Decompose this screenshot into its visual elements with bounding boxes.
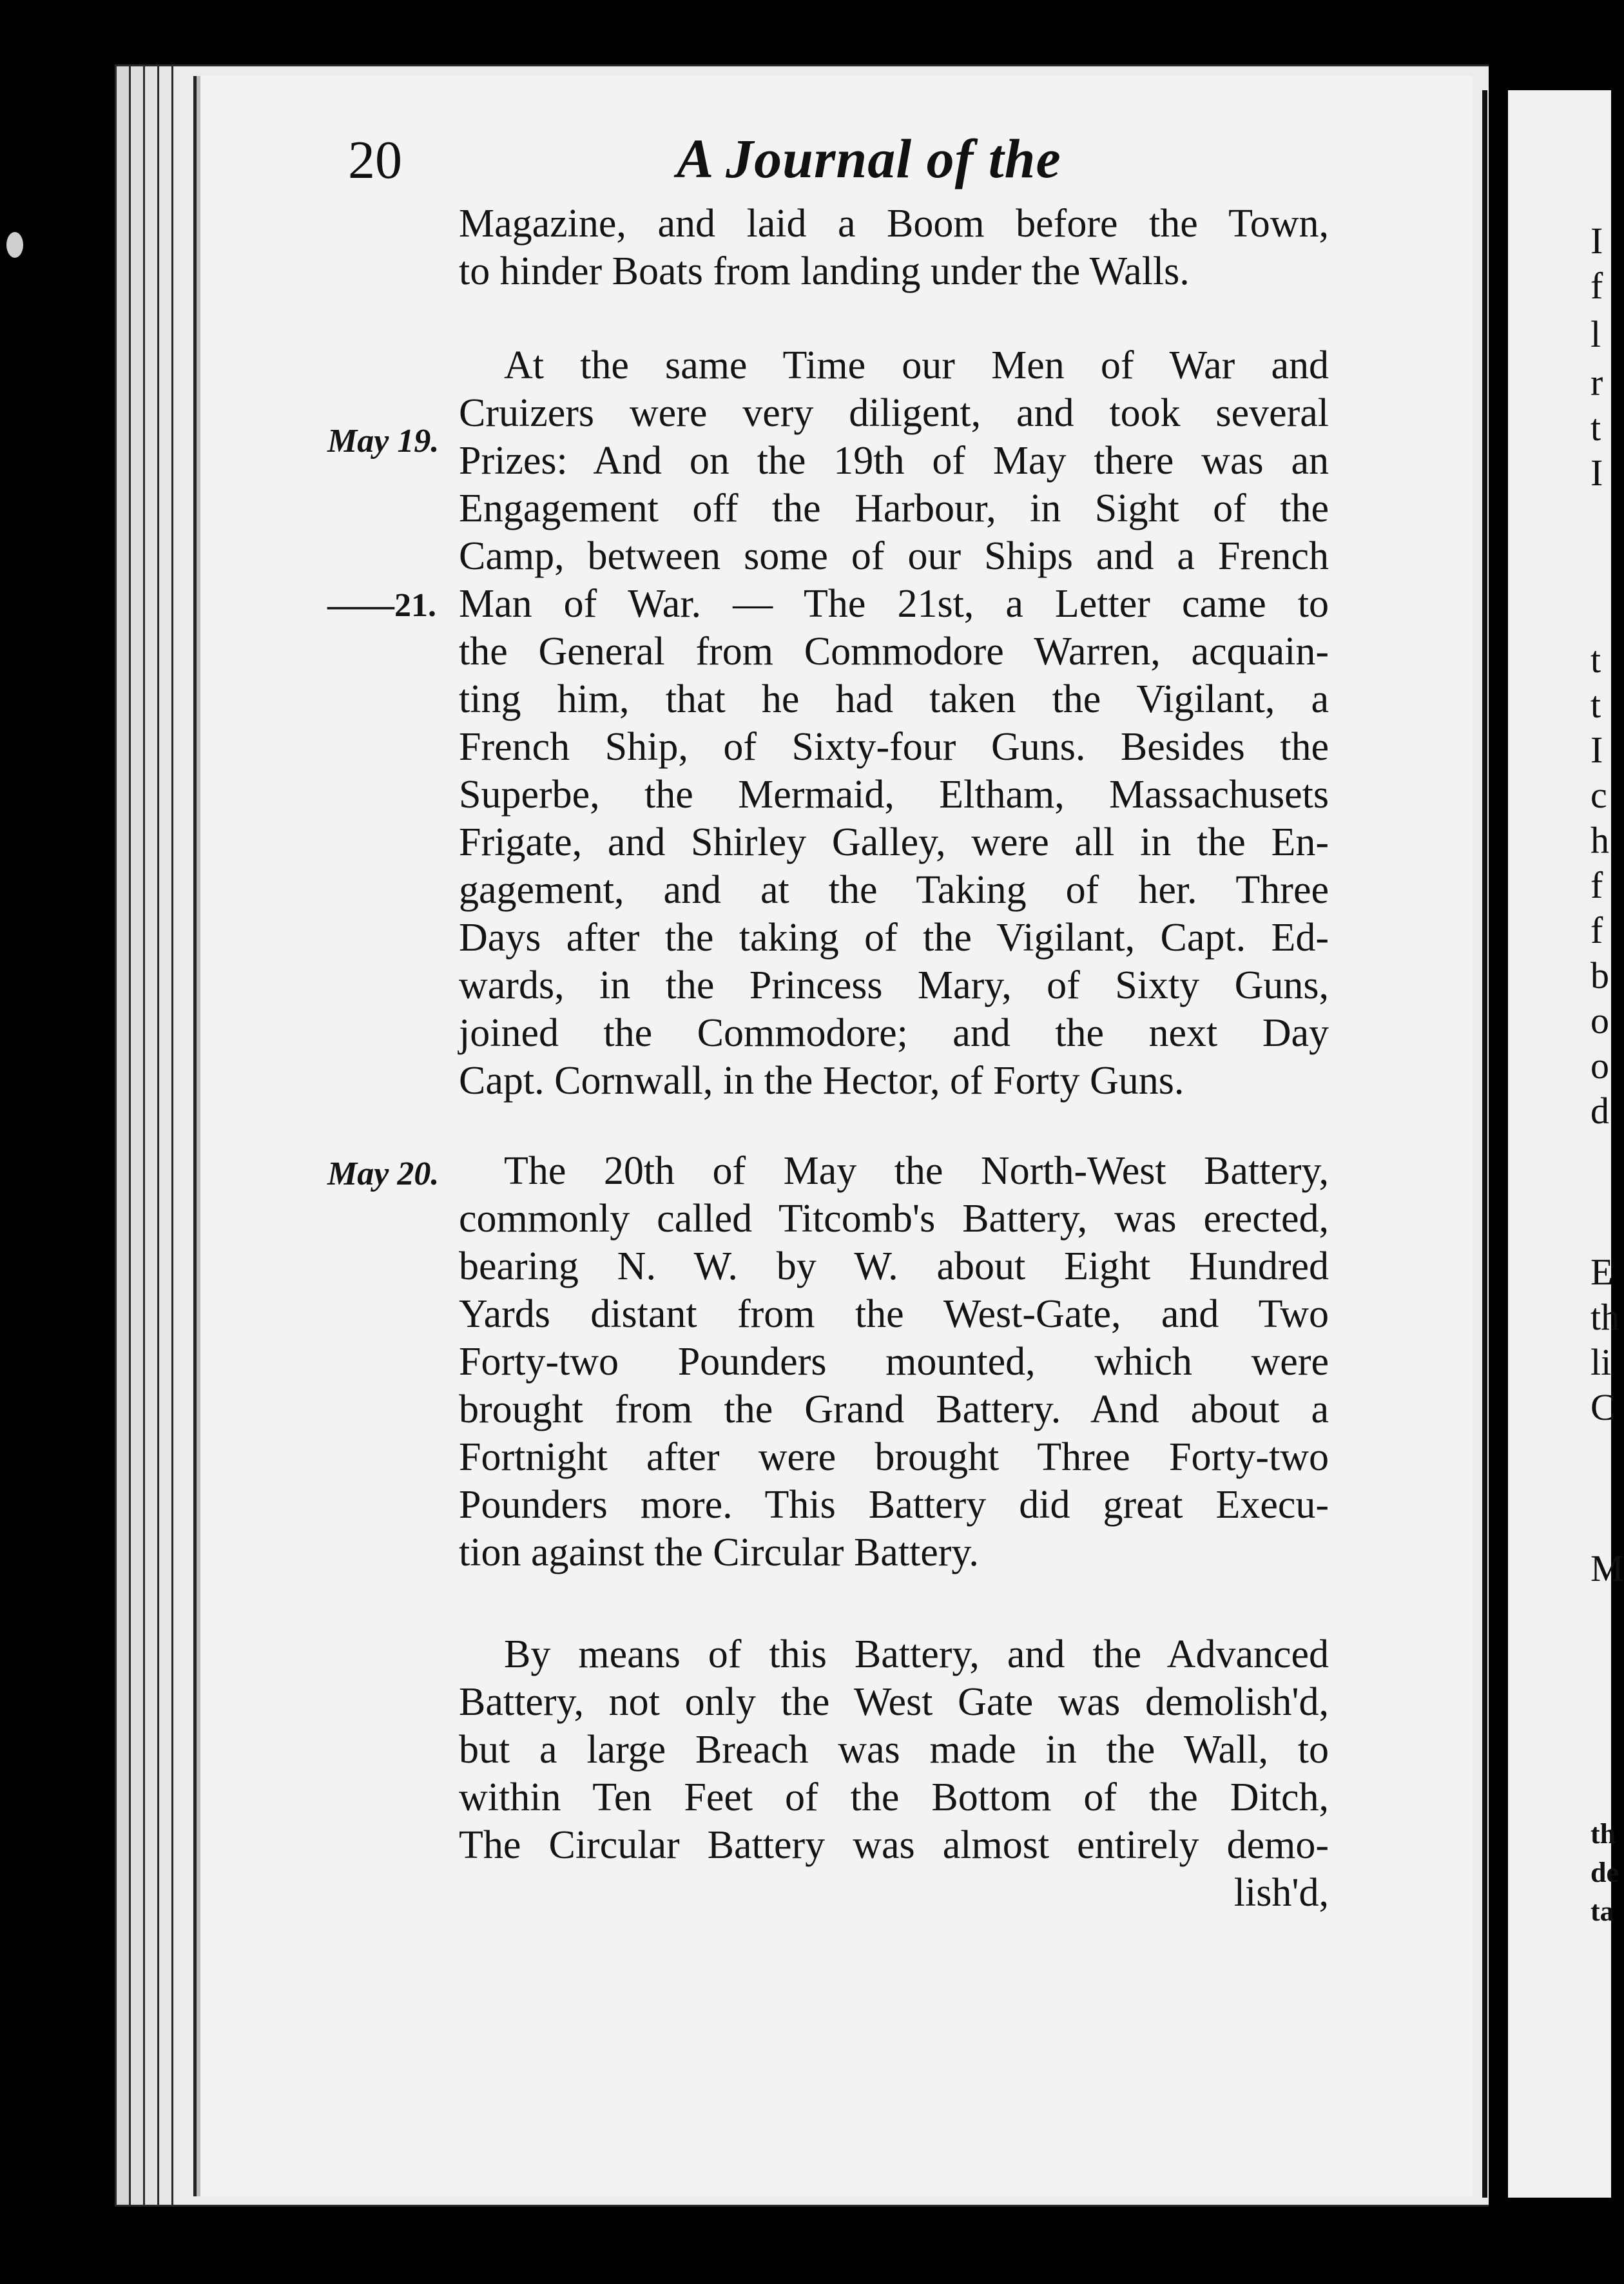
facing-page-fragment: M <box>1590 1547 1624 1589</box>
text-line: commonly called Titcomb's Battery, was erected, <box>459 1197 1329 1241</box>
facing-page-fragment: l <box>1590 313 1601 355</box>
paragraph-4 <box>459 1631 1329 1917</box>
facing-page-fragment: t <box>1590 407 1601 449</box>
text-line: Camp, between some of our Ships and a French <box>459 534 1329 578</box>
facing-page-fragment: t <box>1590 684 1601 726</box>
facing-page-fragment: t <box>1590 639 1601 681</box>
text-line: Engagement off the Harbour, in Sight of the <box>459 487 1329 530</box>
facing-page-fragment: th <box>1590 1296 1620 1338</box>
facing-page-fragment: th <box>1590 1818 1616 1850</box>
text-line: bearing N. W. by W. about Eight Hundred <box>459 1244 1329 1288</box>
text-line: within Ten Feet of the Bottom of the Ditch, <box>459 1776 1329 1819</box>
text-line: The Circular Battery was almost entirely demo- <box>459 1823 1329 1867</box>
facing-page-fragment: I <box>1590 452 1603 494</box>
text-line: Capt. Cornwall, in the Hector, of Forty Guns. <box>459 1059 1184 1103</box>
text-line: Forty-two Pounders mounted, which were <box>459 1340 1329 1384</box>
text-line: ting him, that he had taken the Vigilant, a <box>459 677 1329 721</box>
text-line: French Ship, of Sixty-four Guns. Besides the <box>459 725 1329 769</box>
text-line: Frigate, and Shirley Galley, were all in the En- <box>459 820 1329 864</box>
margin-note-may-19: May 19. <box>327 423 440 460</box>
facing-page-fragment: I <box>1590 220 1603 262</box>
facing-page-fragment: h <box>1590 819 1609 861</box>
running-title: A Journal of the <box>677 128 1061 189</box>
text-line: Battery, not only the West Gate was demolish'd, <box>459 1680 1329 1724</box>
text-line: Pounders more. This Battery did great Execu- <box>459 1483 1329 1527</box>
text-line: At the same Time our Men of War and <box>504 344 1329 387</box>
text-line: wards, in the Princess Mary, of Sixty Guns, <box>459 963 1329 1007</box>
text-line: brought from the Grand Battery. And about a <box>459 1388 1329 1431</box>
text-line: Cruizers were very diligent, and took several <box>459 391 1329 435</box>
facing-page-fragment: o <box>1590 1000 1609 1041</box>
scan-speck <box>6 232 23 258</box>
facing-page-fragment: f <box>1590 265 1603 307</box>
text-line: The 20th of May the North-West Battery, <box>504 1149 1329 1193</box>
facing-page-fragment: E <box>1590 1251 1614 1293</box>
paragraph-2 <box>459 342 1329 1105</box>
facing-page-fragment: d <box>1590 1090 1609 1132</box>
text-line: Magazine, and laid a Boom before the Town, <box>459 202 1329 246</box>
facing-page-fragment: f <box>1590 864 1603 906</box>
text-line: lish'd, <box>1233 1871 1329 1915</box>
facing-page-fragment: ta <box>1590 1895 1614 1927</box>
facing-page-fragment: f <box>1590 909 1603 951</box>
text-line: Superbe, the Mermaid, Eltham, Massachusets <box>459 773 1329 817</box>
facing-page-fragment: C <box>1590 1386 1616 1428</box>
text-line: to hinder Boats from landing under the Walls. <box>459 249 1190 293</box>
margin-note-may-20: May 20. <box>327 1156 440 1192</box>
facing-page-fragment: r <box>1590 362 1603 403</box>
text-line: tion against the Circular Battery. <box>459 1531 979 1574</box>
text-line: joined the Commodore; and the next Day <box>459 1011 1329 1055</box>
text-line: By means of this Battery, and the Advanced <box>504 1632 1329 1676</box>
facing-page-fragment: b <box>1590 954 1609 996</box>
text-line: but a large Breach was made in the Wall, to <box>459 1728 1329 1772</box>
book-gutter <box>1489 0 1508 2284</box>
facing-page-fragment: I <box>1590 729 1603 771</box>
text-line: Prizes: And on the 19th of May there was an <box>459 439 1329 483</box>
page-header <box>348 129 1315 200</box>
text-line: Yards distant from the West-Gate, and Two <box>459 1292 1329 1336</box>
facing-page-fragment: li <box>1590 1341 1612 1383</box>
page-number: 20 <box>348 130 402 190</box>
text-line: gagement, and at the Taking of her. Three <box>459 868 1329 912</box>
text-line: Man of War. — The 21st, a Letter came to <box>459 582 1329 626</box>
facing-page-fragment: o <box>1590 1045 1609 1087</box>
text-line: Days after the taking of the Vigilant, Capt. Ed- <box>459 916 1329 960</box>
text-line: Fortnight after were brought Three Forty-two <box>459 1435 1329 1479</box>
text-line: the General from Commodore Warren, acquain- <box>459 630 1329 673</box>
paragraph-1 <box>459 200 1329 295</box>
facing-page-fragment: de <box>1590 1857 1619 1888</box>
facing-page-fragment: c <box>1590 774 1607 816</box>
paragraph-3 <box>459 1147 1329 1576</box>
margin-note-21: ——21. <box>327 587 436 624</box>
